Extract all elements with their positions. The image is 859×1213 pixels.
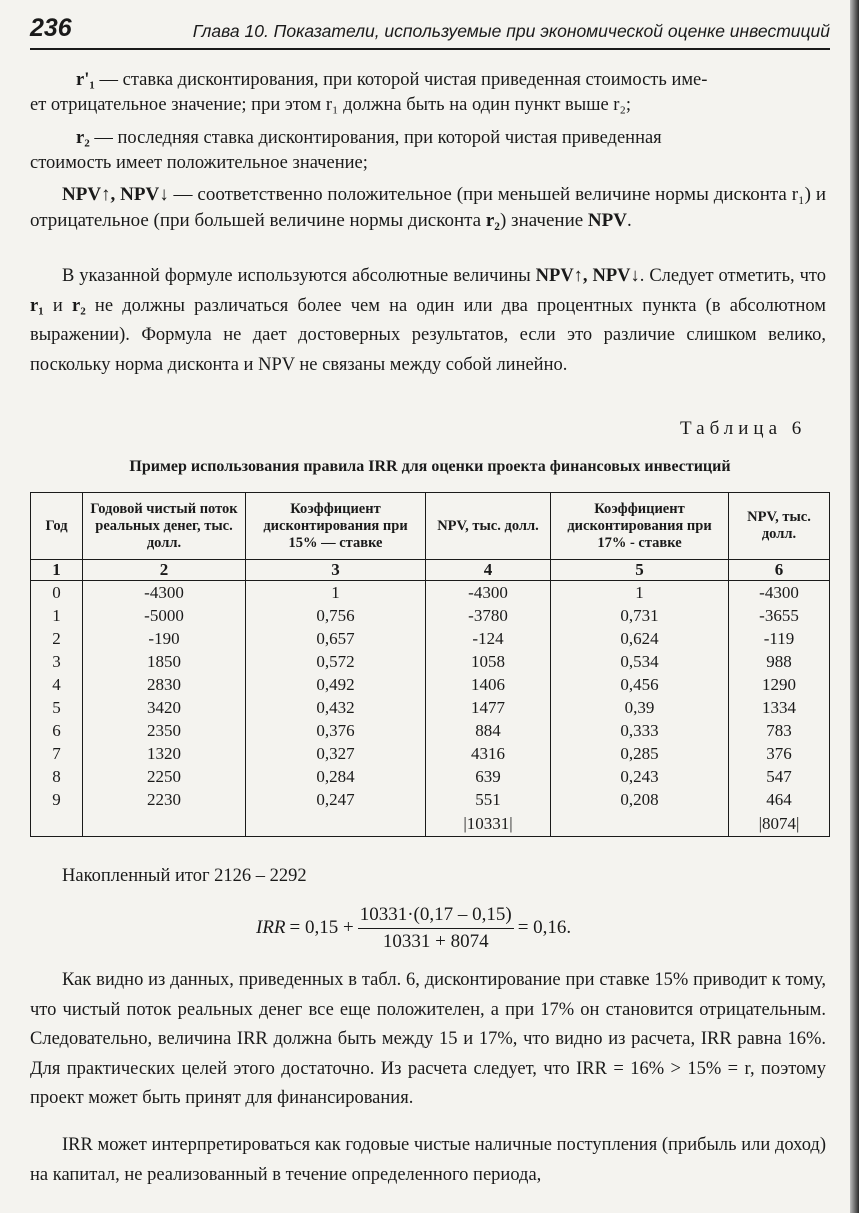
irr-table: [30, 492, 830, 837]
cell-discount-15: 0,492: [246, 673, 426, 696]
table-row: [31, 696, 830, 719]
cell-npv-17: 988: [729, 650, 830, 673]
cell-npv-15: 551: [426, 788, 551, 811]
conclusion-paragraph: Как видно из данных, приведенных в табл. 6, дисконтирование при ставке 15% приводит к тому, что чистый поток реальных денег все еще положителен, а при 17% он становится отрицательным. Следовательно, величина IRR должна быть между 15 и 17%, что видно из расчета, IRR равна 16%. Для практических целей этого достаточно. Из расчета следует, что IRR = 16% > 15% = r, поэтому проект может быть принят для финансирования.: [30, 970, 826, 1108]
total-cell-discount-15: [246, 811, 426, 837]
r1-def-line2: ет отрицательное значение; при этом r₁ должна быть на один пункт выше r₂;: [30, 95, 632, 115]
para2-text-a: В указанной формуле используются абсолютные величины: [62, 266, 536, 286]
cell-year: 9: [31, 788, 83, 811]
cell-npv-17: -119: [729, 627, 830, 650]
table-row: [31, 673, 830, 696]
formula-denominator: 10331 + 8074: [382, 930, 489, 952]
cell-year: 7: [31, 742, 83, 765]
column-number: 1: [31, 560, 83, 581]
formula-numerator: 10331·(0,17 – 0,15): [358, 904, 514, 929]
npv-definition-dot: .: [626, 210, 632, 231]
paragraph-absolute-values: [30, 262, 826, 380]
cell-cash-flow: 1850: [83, 650, 246, 673]
cell-npv-17: 547: [729, 765, 830, 788]
cell-discount-15: 1: [246, 581, 426, 605]
cell-npv-17: 1334: [729, 696, 830, 719]
header-discount-15: Коэффициент дисконтирования при 15% — ставке: [246, 493, 426, 560]
npv-r2: r₂: [485, 210, 500, 231]
cumulative-total-text: Накопленный итог 2126 – 2292: [62, 866, 307, 886]
table-row: [31, 627, 830, 650]
cell-discount-17: 0,534: [551, 650, 729, 673]
cell-year: 1: [31, 604, 83, 627]
header-npv-15: NPV, тыс. долл.: [426, 493, 551, 560]
cell-cash-flow: 3420: [83, 696, 246, 719]
cell-npv-17: 783: [729, 719, 830, 742]
cell-discount-15: 0,657: [246, 627, 426, 650]
cell-discount-15: 0,572: [246, 650, 426, 673]
r2-def-line2: стоимость имеет положительное значение;: [30, 153, 368, 173]
term-r2: r₂: [76, 128, 90, 148]
cell-npv-17: 376: [729, 742, 830, 765]
cell-year: 0: [31, 581, 83, 605]
cell-discount-17: 0,243: [551, 765, 729, 788]
para2-r2: r₂: [72, 295, 86, 316]
cell-npv-15: 639: [426, 765, 551, 788]
total-cell-year: [31, 811, 83, 837]
cell-npv-15: -3780: [426, 604, 551, 627]
npv-definition-text: — соответственно положительное (при меньшей величине нормы дисконта r₁) и отрицательное (при большей величине нормы дисконта: [30, 184, 826, 231]
column-number: 4: [426, 560, 551, 581]
definition-r1: [76, 68, 826, 93]
cell-year: 8: [31, 765, 83, 788]
column-number-row: [31, 560, 830, 581]
cell-year: 4: [31, 673, 83, 696]
total-cell-npv-17: |8074|: [729, 811, 830, 837]
column-number: 3: [246, 560, 426, 581]
irr-interpretation-paragraph: IRR может интерпретироваться как годовые чистые наличные поступления (прибыль или доход) на капитал, не реализованный в течение определенного периода,: [30, 1135, 826, 1185]
cell-npv-15: 1477: [426, 696, 551, 719]
cell-year: 5: [31, 696, 83, 719]
cell-discount-15: 0,376: [246, 719, 426, 742]
column-number: 5: [551, 560, 729, 581]
cell-npv-15: -124: [426, 627, 551, 650]
para2-text-d: не должны различаться более чем на один или два процентных пункта (в абсолютном выражении). Формула не дает достоверных результатов, если это различие слишком велико, поскольку норма дисконта и NPV не связаны между собой линейно.: [30, 295, 826, 375]
cell-cash-flow: 2830: [83, 673, 246, 696]
cell-npv-17: -3655: [729, 604, 830, 627]
cell-npv-15: 1058: [426, 650, 551, 673]
r2-def-line1: — последняя ставка дисконтирования, при которой чистая приведенная: [89, 128, 662, 148]
cell-npv-17: -4300: [729, 581, 830, 605]
cell-discount-17: 1: [551, 581, 729, 605]
cell-discount-17: 0,285: [551, 742, 729, 765]
formula-lhs: IRR: [256, 917, 286, 938]
cell-discount-17: 0,208: [551, 788, 729, 811]
cell-discount-15: 0,284: [246, 765, 426, 788]
page-number: 236: [30, 14, 72, 42]
cell-discount-15: 0,432: [246, 696, 426, 719]
npv-term-end: NPV: [587, 210, 627, 231]
para2-npv-symbols: NPV↑, NPV↓: [535, 266, 640, 286]
table-header-row: [31, 493, 830, 560]
irr-formula: [256, 896, 571, 960]
para2-and: и: [43, 295, 72, 316]
definition-npv: [30, 182, 826, 234]
term-npv: NPV↑, NPV↓: [62, 184, 169, 205]
cell-npv-15: 1406: [426, 673, 551, 696]
table-row: [31, 604, 830, 627]
cell-cash-flow: -5000: [83, 604, 246, 627]
cell-cash-flow: 2230: [83, 788, 246, 811]
cell-discount-17: 0,39: [551, 696, 729, 719]
table-row: [31, 788, 830, 811]
cell-discount-15: 0,756: [246, 604, 426, 627]
term-r1: r'₁: [76, 70, 95, 90]
para2-r1: r₁: [30, 295, 44, 316]
cell-discount-15: 0,327: [246, 742, 426, 765]
cell-npv-15: 884: [426, 719, 551, 742]
column-number: 6: [729, 560, 830, 581]
page-header: [30, 14, 830, 50]
total-cell-npv-15: |10331|: [426, 811, 551, 837]
cell-year: 3: [31, 650, 83, 673]
header-discount-17: Коэффициент дисконтирования при 17% - ставке: [551, 493, 729, 560]
cell-discount-17: 0,333: [551, 719, 729, 742]
formula-result: = 0,16.: [517, 917, 572, 938]
table-row: [31, 581, 830, 605]
totals-row: [31, 811, 830, 837]
definition-r2: [76, 126, 826, 151]
npv-definition-text2: ) значение: [499, 210, 588, 231]
cell-npv-17: 464: [729, 788, 830, 811]
running-head: Глава 10. Показатели, используемые при экономической оценке инвестиций: [192, 21, 830, 41]
cell-npv-15: 4316: [426, 742, 551, 765]
para2-text-c: . Следует отметить, что: [639, 266, 826, 286]
table-row: [31, 650, 830, 673]
cell-discount-17: 0,456: [551, 673, 729, 696]
total-cell-cash-flow: [83, 811, 246, 837]
cell-npv-17: 1290: [729, 673, 830, 696]
header-npv-17: NPV, тыс. долл.: [729, 493, 830, 560]
column-number: 2: [83, 560, 246, 581]
table-row: [31, 742, 830, 765]
cell-year: 6: [31, 719, 83, 742]
cell-year: 2: [31, 627, 83, 650]
total-cell-discount-17: [551, 811, 729, 837]
table-title: Пример использования правила IRR для оценки проекта финансовых инвестиций: [129, 458, 731, 475]
table-label: Таблица 6: [680, 418, 807, 439]
definition-r2-cont: [30, 151, 826, 176]
header-year: Год: [31, 493, 83, 560]
definition-r1-cont: [30, 93, 826, 118]
formula-fraction: [358, 904, 514, 953]
r1-def-line1: — ставка дисконтирования, при которой чистая приведенная стоимость име-: [94, 70, 708, 90]
table-row: [31, 719, 830, 742]
cell-cash-flow: 1320: [83, 742, 246, 765]
cell-cash-flow: -190: [83, 627, 246, 650]
cell-cash-flow: -4300: [83, 581, 246, 605]
cell-discount-17: 0,624: [551, 627, 729, 650]
formula-prefix: = 0,15 +: [289, 917, 354, 938]
page-edge-shadow: [850, 0, 859, 1213]
cell-discount-15: 0,247: [246, 788, 426, 811]
header-cash-flow: Годовой чистый поток реальных денег, тыс. долл.: [83, 493, 246, 560]
cell-cash-flow: 2350: [83, 719, 246, 742]
table-row: [31, 765, 830, 788]
cell-discount-17: 0,731: [551, 604, 729, 627]
cell-npv-15: -4300: [426, 581, 551, 605]
cell-cash-flow: 2250: [83, 765, 246, 788]
